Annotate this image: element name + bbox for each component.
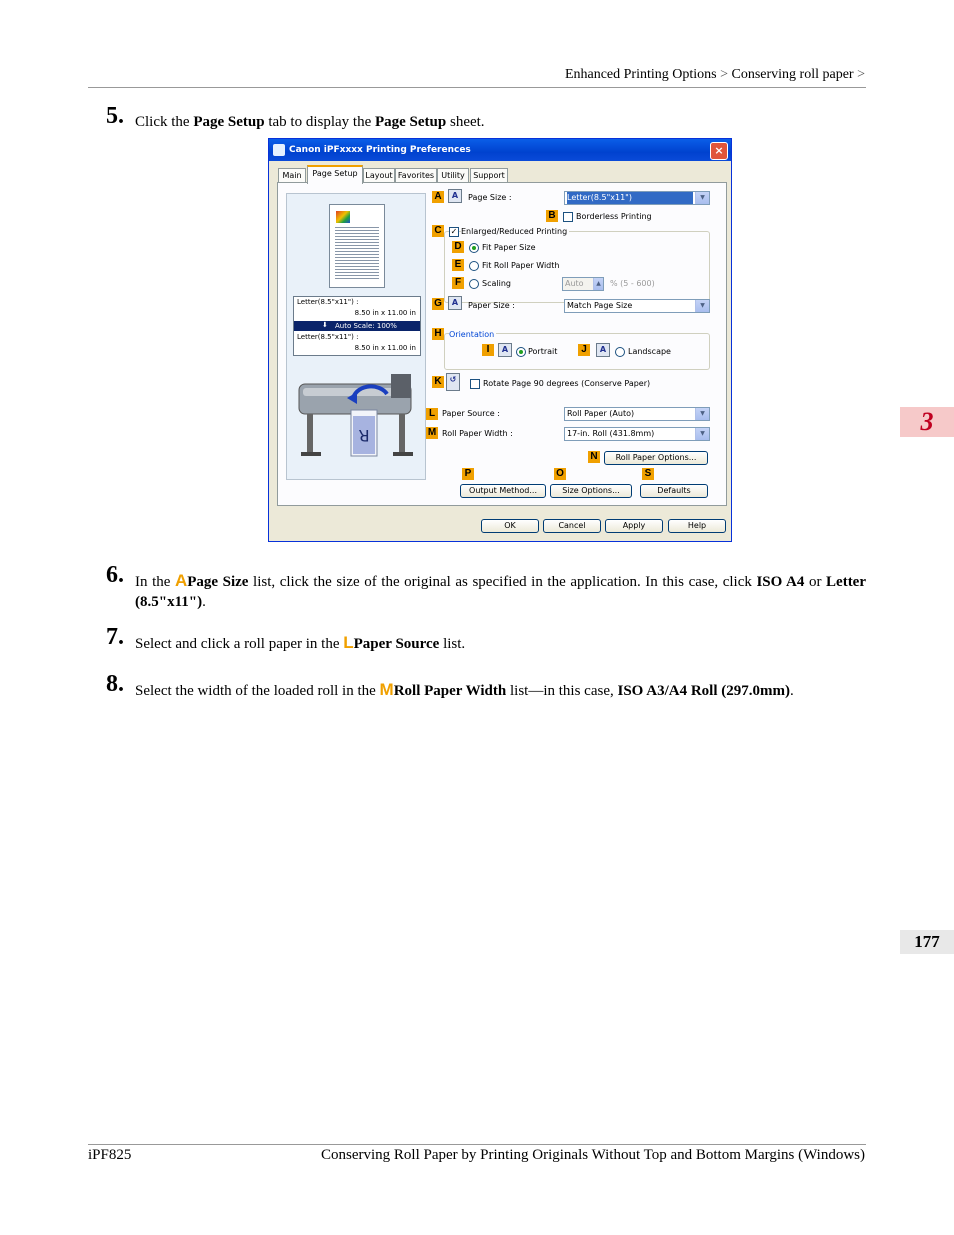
rotate-page-checkbox[interactable] — [470, 379, 480, 389]
orientation-title: Orientation — [449, 330, 495, 339]
text-lines — [335, 225, 379, 281]
printer-panel — [391, 374, 411, 398]
callout-m: M — [427, 427, 437, 438]
callout-i: I — [482, 344, 494, 356]
printer-app-icon — [273, 144, 285, 156]
original-size: Letter(8.5"x11") : — [297, 298, 359, 306]
output-method-button[interactable]: Output Method... — [460, 484, 546, 498]
breadcrumb-item: Conserving roll paper — [731, 67, 854, 82]
step-text — [135, 680, 866, 701]
text: Select and click a roll paper in the — [135, 636, 344, 652]
callout-h: H — [432, 328, 444, 340]
landscape-radio[interactable] — [615, 347, 625, 357]
auto-scale-row — [294, 321, 420, 331]
fit-roll-width-radio[interactable] — [469, 261, 479, 271]
tab-layout[interactable]: Layout — [363, 168, 395, 182]
tab-page-setup[interactable]: Page Setup — [307, 165, 363, 184]
text: list, click the size of the original as specified in the application. In this case, click — [248, 574, 757, 590]
spinner-arrows-icon: ▲ — [593, 278, 603, 290]
scaling-radio[interactable] — [469, 279, 479, 289]
callout-p: P — [462, 468, 474, 480]
tab-utility[interactable]: Utility — [437, 168, 469, 182]
step-text — [135, 571, 866, 612]
page-number: 177 — [900, 930, 954, 954]
cancel-button[interactable]: Cancel — [543, 519, 601, 533]
text: Click the — [135, 114, 194, 130]
fit-paper-size-radio[interactable] — [469, 243, 479, 253]
enlarged-reduced-label: Enlarged/Reduced Printing — [461, 227, 568, 236]
paper-size-icon: A — [448, 296, 462, 310]
breadcrumb — [565, 67, 865, 83]
page-size-icon: A — [448, 189, 462, 203]
text: or — [804, 574, 827, 590]
callout-l: L — [426, 408, 438, 420]
scaling-value: Auto — [565, 279, 584, 288]
scaling-label: Scaling — [482, 279, 511, 288]
bold-term: Page Size — [187, 574, 249, 590]
chevron-down-icon: ▼ — [695, 192, 709, 204]
arrow-down-icon: ⬇ — [322, 321, 328, 329]
header-rule — [88, 87, 866, 88]
callout-k: K — [432, 376, 444, 388]
bold-term: Paper Source — [353, 636, 440, 652]
callout-n: N — [588, 451, 600, 463]
printing-preferences-dialog — [268, 138, 732, 542]
defaults-button[interactable]: Defaults — [640, 484, 708, 498]
callout-letter: L — [343, 633, 354, 652]
chevron-down-icon: ▼ — [695, 300, 709, 312]
step-number: 8. — [106, 671, 124, 697]
large-format-printer-image — [295, 366, 417, 472]
paper-source-select[interactable] — [564, 407, 710, 421]
printer-foot — [393, 452, 413, 456]
auto-scale-label: Auto Scale: 100% — [335, 322, 397, 330]
step-number: 5. — [106, 103, 124, 129]
landscape-label: Landscape — [628, 347, 671, 356]
borderless-checkbox[interactable] — [563, 212, 573, 222]
callout-j: J — [578, 344, 590, 356]
landscape-icon: A — [596, 343, 610, 357]
bold-term: Page Setup — [193, 114, 265, 130]
text: . — [202, 594, 206, 610]
breadcrumb-separator: > — [857, 67, 865, 82]
printer-leg — [307, 414, 313, 454]
callout-g: G — [432, 298, 444, 310]
enlarged-reduced-checkbox[interactable]: ✓ — [450, 227, 458, 236]
paper-size-value: Match Page Size — [567, 301, 633, 310]
chevron-down-icon: ▼ — [695, 428, 709, 440]
step-number: 7. — [106, 624, 124, 650]
fit-roll-width-label: Fit Roll Paper Width — [482, 261, 560, 270]
scaling-spinner[interactable] — [562, 277, 604, 291]
step-number: 6. — [106, 562, 124, 588]
printer-leg — [399, 414, 405, 454]
callout-letter: A — [174, 571, 188, 590]
callout-d: D — [452, 241, 464, 253]
portrait-icon: A — [498, 343, 512, 357]
paper-size-select[interactable] — [564, 299, 710, 313]
page-size-value: Letter(8.5"x11") — [567, 192, 693, 204]
portrait-radio[interactable] — [516, 347, 526, 357]
printer-foot — [301, 452, 321, 456]
ok-button[interactable]: OK — [481, 519, 539, 533]
callout-f: F — [452, 277, 464, 289]
footer-rule — [88, 1144, 866, 1145]
footer-model: iPF825 — [88, 1147, 132, 1163]
page-size-select[interactable] — [564, 191, 710, 205]
paper-source-label: Paper Source : — [442, 409, 500, 418]
text: tab to display the — [264, 114, 375, 130]
paper-size-label: Paper Size : — [468, 301, 515, 310]
step-text — [135, 112, 866, 132]
breadcrumb-item: Enhanced Printing Options — [564, 67, 717, 82]
dialog-titlebar — [269, 139, 731, 161]
rotate-page-icon: ↺ — [446, 373, 460, 391]
bold-term: ISO A4 — [756, 574, 805, 590]
size-options-button[interactable]: Size Options... — [550, 484, 632, 498]
callout-e: E — [452, 259, 464, 271]
text: list. — [439, 636, 466, 652]
rotate-page-label: Rotate Page 90 degrees (Conserve Paper) — [483, 379, 651, 388]
callout-letter: M — [379, 680, 394, 699]
tab-support[interactable]: Support — [470, 168, 508, 182]
text: In the — [135, 574, 175, 590]
help-button[interactable]: Help — [668, 519, 726, 533]
rotated-letter: R — [358, 426, 370, 445]
text: sheet. — [446, 114, 485, 130]
bold-term: Roll Paper Width — [393, 683, 507, 699]
roll-width-select[interactable] — [564, 427, 710, 441]
output-size: Letter(8.5"x11") : — [297, 333, 359, 341]
page-preview-sheet — [329, 204, 385, 288]
size-info-box — [293, 296, 421, 356]
dialog-title: Canon iPFxxxx Printing Preferences — [289, 145, 471, 155]
page-size-label: Page Size : — [468, 193, 512, 202]
chapter-tab: 3 — [900, 407, 954, 437]
fit-paper-size-label: Fit Paper Size — [482, 243, 536, 252]
bold-term: Page Setup — [374, 114, 447, 130]
chevron-down-icon: ▼ — [695, 408, 709, 420]
portrait-label: Portrait — [528, 347, 558, 356]
image-thumbnail-icon — [336, 211, 350, 223]
original-dimensions: 8.50 in x 11.00 in — [354, 309, 416, 317]
close-button[interactable]: × — [710, 142, 728, 160]
callout-c: C — [432, 225, 444, 237]
callout-s: S — [642, 468, 654, 480]
preview-pane — [286, 193, 426, 480]
roll-paper-options-button[interactable]: Roll Paper Options... — [604, 451, 708, 465]
text: Select the width of the loaded roll in the — [135, 683, 380, 699]
paper-source-value: Roll Paper (Auto) — [567, 409, 635, 418]
callout-o: O — [554, 468, 566, 480]
tab-main[interactable]: Main — [278, 168, 306, 182]
footer-section-title: Conserving Roll Paper by Printing Originals Without Top and Bottom Margins (Windows) — [321, 1147, 865, 1163]
output-dimensions: 8.50 in x 11.00 in — [354, 344, 416, 352]
bold-term: Letter (8.5"x11") — [135, 574, 866, 610]
roll-width-label: Roll Paper Width : — [442, 429, 513, 438]
callout-a: A — [432, 191, 444, 203]
page-setup-panel — [277, 182, 727, 506]
callout-b: B — [546, 210, 558, 222]
roll-width-value: 17-in. Roll (431.8mm) — [567, 429, 655, 438]
tab-favorites[interactable]: Favorites — [395, 168, 437, 182]
borderless-label: Borderless Printing — [576, 212, 652, 221]
text: . — [789, 683, 794, 699]
scaling-range: % (5 - 600) — [610, 279, 655, 288]
apply-button[interactable]: Apply — [605, 519, 663, 533]
text: list—in this case, — [506, 683, 618, 699]
breadcrumb-separator: > — [720, 67, 728, 82]
bold-term: ISO A3/A4 Roll (297.0mm) — [617, 683, 790, 699]
step-text — [135, 633, 866, 654]
